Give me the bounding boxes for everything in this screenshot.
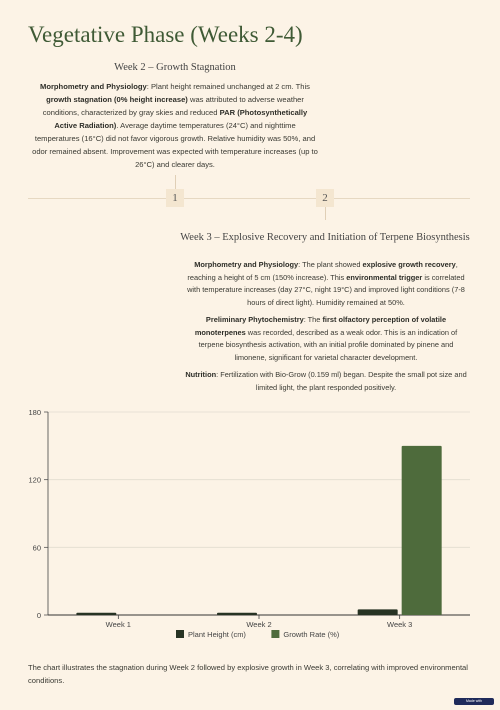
x-tick-label: Week 1 [105,620,131,629]
week2-description [32,80,318,171]
week3-label-3: Nutrition [185,370,217,379]
y-tick-label: 60 [32,543,41,553]
week3-paragraph-morphometry [182,259,470,309]
bar-plant-height-cm [358,609,398,615]
chart-caption: The chart illustrates the stagnation during Week 2 followed by explosive growth in Week 3, correlating with improved environmental conditions. [28,663,468,685]
week3-emphasis-3: first olfactory perception of volatile monoterpenes [194,315,447,337]
x-tick-label: Week 2 [246,620,272,629]
week2-label: Morphometry and Physiology [40,82,147,91]
week3-description [182,259,470,399]
made-with-badge[interactable]: Made with [454,698,494,705]
legend-label: Growth Rate (%) [283,630,340,639]
y-tick-label: 0 [36,611,41,620]
bar-plant-height-cm [76,613,116,615]
week3-text-1c: , reaching a height of 5 cm (150% increase). This [187,260,458,282]
legend-swatch [271,630,279,638]
timeline-step-1: 1 [166,189,184,207]
growth-chart [0,400,500,645]
week2-text-a: : Plant height remained unchanged at 2 cm. This [146,82,310,91]
bar-plant-height-cm [217,613,257,615]
legend-label: Plant Height (cm) [188,630,246,639]
bar-growth-rate [402,446,442,615]
timeline-step-2: 2 [316,189,334,207]
week3-emphasis-1: explosive growth recovery [362,260,456,269]
week3-text-1a: : The plant showed [298,260,363,269]
week3-label-2: Preliminary Phytochemistry [205,315,304,324]
week2-heading: Week 2 – Growth Stagnation [114,62,236,73]
week3-text-3a: : Fertilization with Bio-Grow (0.159 ml) began. Despite the small pot size and limited light, the plant responded positively. [216,370,467,392]
week3-text-1e: is correlated with temperature increases (day 27°C, night 19°C) and improved light conditions (7-8 hours of direct light). Humidity remained at 50%. [187,272,465,307]
legend-swatch [176,630,184,638]
timeline-line [28,198,470,199]
week3-emphasis-2: environmental trigger [346,272,423,282]
week3-paragraph-nutrition [182,369,470,394]
y-tick-label: 120 [28,475,41,485]
week2-text-c: was attributed to adverse weather conditions, characterized by gray skies and reduced [42,95,304,117]
week2-emphasis-1: growth stagnation (0% height increase) [46,95,188,104]
week3-label-1: Morphometry and Physiology [194,260,299,269]
week3-heading: Week 3 – Explosive Recovery and Initiation of Terpene Biosynthesis [180,232,470,243]
week2-text-e: . Average daytime temperatures (24°C) and nighttime temperatures (16°C) did not favor vigorous growth. Relative humidity was 50%, and odor remained absent. Improvement was expected with temperature increases (up to 26°C) and clearer days. [32,121,318,169]
page-title: Vegetative Phase (Weeks 2-4) [28,22,303,47]
week3-text-2c: was recorded, described as a weak odor. This is an indication of terpene biosynthesis activation, with an initial profile dominated by pinene and limonene, significant for varietal character development. [198,327,458,362]
x-tick-label: Week 3 [387,620,413,629]
week2-emphasis-2: PAR (Photosynthetically Active Radiation) [54,108,308,130]
week3-text-2a: : The [303,315,323,324]
y-tick-label: 180 [28,408,41,417]
week3-paragraph-phytochemistry [182,314,470,364]
